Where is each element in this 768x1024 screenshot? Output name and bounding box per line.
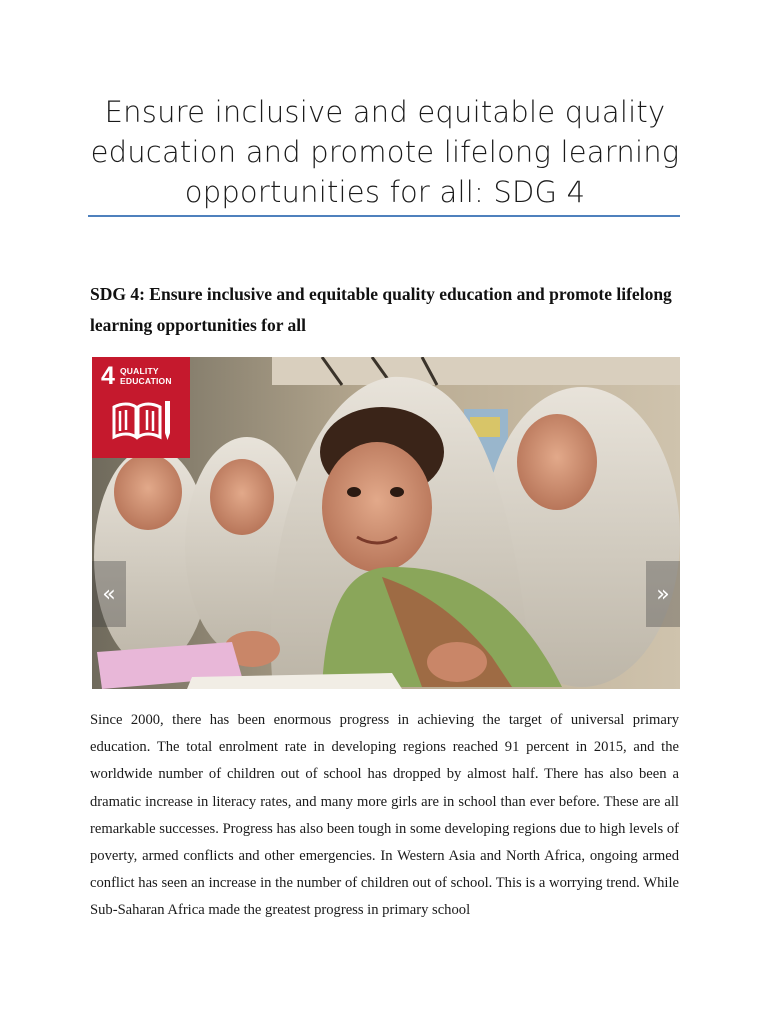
carousel-prev-button[interactable]: «: [92, 561, 126, 627]
carousel-next-button[interactable]: »: [646, 561, 680, 627]
sdg-badge-number: 4: [101, 362, 115, 390]
section-heading: SDG 4: Ensure inclusive and equitable quality education and promote lifelong learning opportunities for all: [90, 284, 672, 335]
sdg-badge-label: QUALITY EDUCATION: [120, 366, 172, 386]
sdg-4-badge: [92, 357, 190, 458]
book-pencil-icon: [112, 399, 172, 441]
title-underline: [88, 215, 680, 217]
body-paragraph: Since 2000, there has been enormous progress in achieving the target of universal primary education. The total enrolment rate in developing regions reached 91 percent in 2015, and the worldwide number of children out of school has dropped by almost half. There has also been a dramatic increase in literacy rates, and many more girls are in school than ever before. These are all remarkable successes. Progress has also been tough in some developing regions due to high levels of poverty, armed conflicts and other emergencies. In Western Asia and North Africa, ongoing armed conflict has seen an increase in the number of children out of school. This is a worrying trend. While Sub-Saharan Africa made the greatest progress in primary school: [90, 712, 679, 919]
photo-carousel: [92, 357, 680, 689]
page-title: Ensure inclusive and equitable quality education and promote lifelong learning opportunities for all: SDG 4: [90, 95, 680, 209]
